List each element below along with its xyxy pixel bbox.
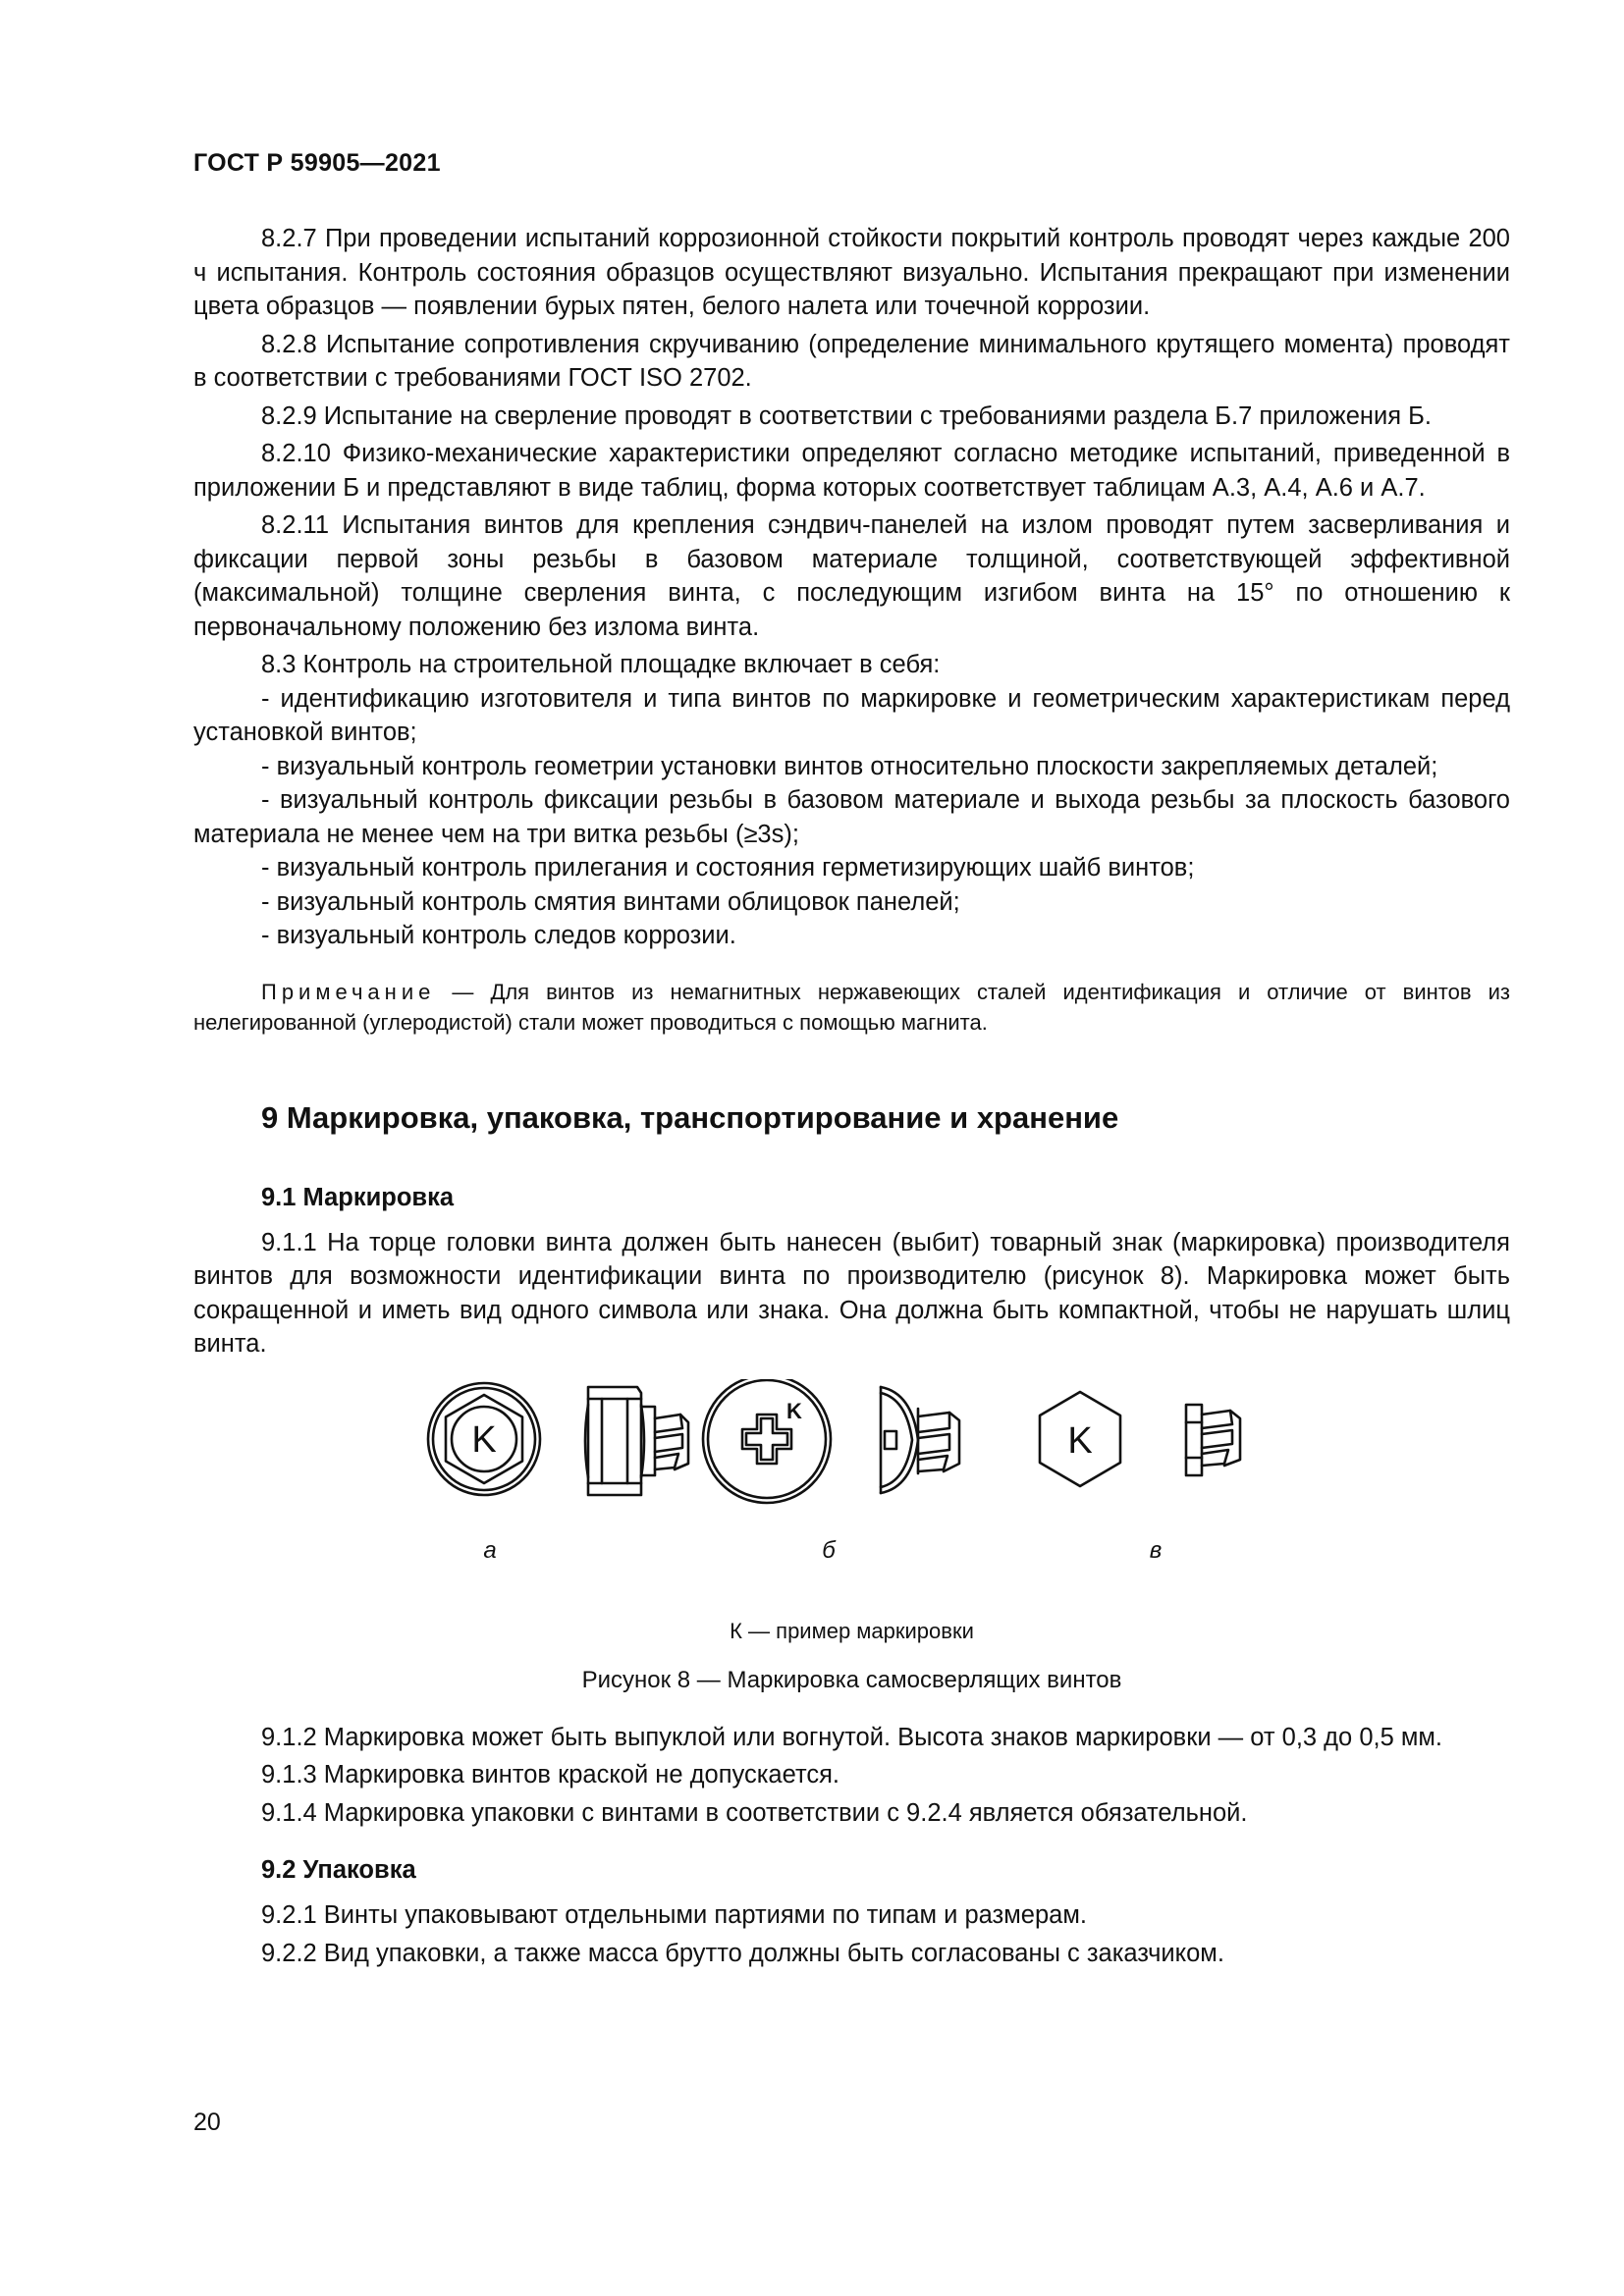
section-9-title: 9 Маркировка, упаковка, транспортирование и хранение: [261, 1099, 1119, 1135]
figure-label-a: а: [483, 1536, 497, 1564]
list-item: - визуальный контроль следов коррозии.: [261, 922, 736, 949]
subsection-9-2-title: 9.2 Упаковка: [261, 1856, 416, 1884]
paragraph-9-1-3: 9.1.3 Маркировка винтов краской не допускается.: [261, 1761, 839, 1789]
screw-c-top-view: [1040, 1392, 1120, 1486]
figure-label-b: б: [822, 1536, 836, 1564]
paragraph-8-3: 8.3 Контроль на строительной площадке включает в себя:: [261, 651, 941, 678]
screw-a-top-view: [428, 1383, 540, 1495]
figure-legend: К — пример маркировки: [730, 1618, 974, 1643]
list-item: - визуальный контроль фиксации резьбы в базовом материале и выхода резьбы за плоскость базового материала не менее чем на три витка резьбы (≥3s);: [193, 786, 1510, 848]
note-label: Примечание: [261, 979, 436, 1004]
document-header: ГОСТ Р 59905—2021: [193, 149, 441, 177]
page-content: [193, 222, 1510, 1970]
paragraph-9-2-2: 9.2.2 Вид упаковки, а также масса брутто должны быть согласованы с заказчиком.: [261, 1939, 1224, 1967]
page-number: 20: [193, 2109, 221, 2136]
mark-k-b: K: [786, 1398, 802, 1423]
note-text: — Для винтов из немагнитных нержавеющих сталей идентификация и отличие от винтов из нелегированной (углеродистой) стали может проводиться с помощью магнита.: [193, 979, 1510, 1035]
list-item: - визуальный контроль геометрии установки винтов относительно плоскости закрепляемых деталей;: [261, 752, 1438, 780]
screw-b-side-view: [881, 1387, 959, 1493]
screw-a-side-view: [585, 1387, 688, 1495]
paragraph-8-2-11: 8.2.11 Испытания винтов для крепления сэндвич-панелей на излом проводят путем засверливания и фиксации первой зоны резьбы в базовом материале толщиной, соответствующей эффективной (максимальной) толщине сверления винта, с последующим изгибом винта на 15° по отношению к первоначальному положению без излома винта.: [193, 511, 1510, 641]
list-item: - визуальный контроль смятия винтами облицовок панелей;: [261, 887, 960, 916]
paragraph-8-2-7: 8.2.7 При проведении испытаний коррозионной стойкости покрытий контроль проводят через каждые 200 ч испытания. Контроль состояния образцов осуществляют визуально. Испытания прекращают при изменении цвета образцов — появлении бурых пятен, белого налета или точечной коррозии.: [193, 225, 1510, 320]
list-item: - идентификацию изготовителя и типа винтов по маркировке и геометрическим характеристикам перед установкой винтов;: [193, 684, 1510, 746]
screw-b-top-view: [703, 1379, 831, 1503]
paragraph-9-1-2: 9.1.2 Маркировка может быть выпуклой или вогнутой. Высота знаков маркировки — от 0,3 до 0,5 мм.: [261, 1723, 1443, 1751]
paragraph-8-2-9: 8.2.9 Испытание на сверление проводят в соответствии с требованиями раздела Б.7 приложения Б.: [261, 401, 1432, 430]
figure-caption: Рисунок 8 — Маркировка самосверлящих винтов: [581, 1666, 1122, 1693]
mark-k-a: K: [471, 1418, 497, 1461]
screw-c-side-view: [1186, 1405, 1240, 1475]
subsection-9-1-title: 9.1 Маркировка: [261, 1183, 455, 1211]
paragraph-8-2-8: 8.2.8 Испытание сопротивления скручиванию (определение минимального крутящего момента) проводят в соответствии с требованиями ГОСТ ISO 2702.: [193, 330, 1510, 392]
note: [193, 977, 1510, 1038]
list-item: - визуальный контроль прилегания и состояния герметизирующих шайб винтов;: [261, 854, 1195, 881]
paragraph-8-2-10: 8.2.10 Физико-механические характеристики определяют согласно методике испытаний, приведенной в приложении Б и представляют в виде таблиц, форма которых соответствует таблицам А.3, А.4, А.6 и А.7.: [193, 440, 1510, 502]
mark-k-c: K: [1067, 1419, 1093, 1462]
figure-8: [193, 1379, 1510, 1721]
paragraph-9-1-1: 9.1.1 На торце головки винта должен быть нанесен (выбит) товарный знак (маркировка) производителя винтов для возможности идентификации винта по производителю (рисунок 8). Маркировка может быть сокращенной и иметь вид одного символа или знака. Она должна быть компактной, чтобы не нарушать шлиц винта.: [193, 1228, 1510, 1358]
figure-label-c: в: [1149, 1536, 1163, 1564]
paragraph-9-1-4: 9.1.4 Маркировка упаковки с винтами в соответствии с 9.2.4 является обязательной.: [261, 1798, 1248, 1827]
paragraph-9-2-1: 9.2.1 Винты упаковывают отдельными партиями по типам и размерам.: [261, 1901, 1087, 1929]
